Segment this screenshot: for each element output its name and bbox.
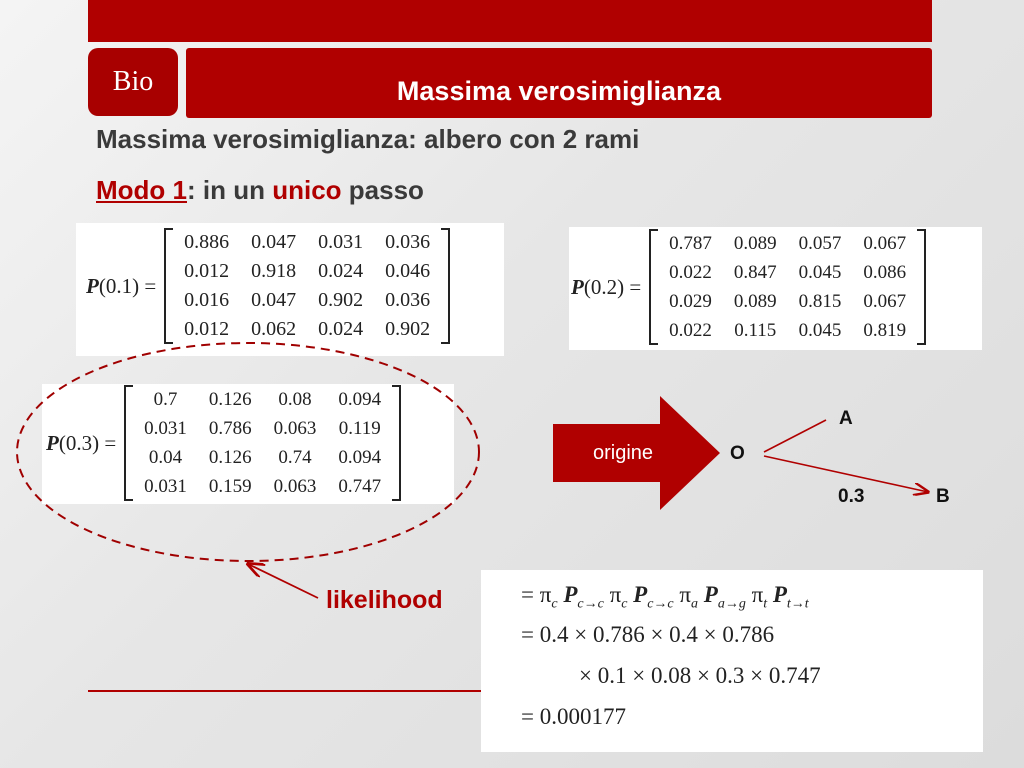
- formula-line-2: = 0.4 × 0.786 × 0.4 × 0.786: [521, 622, 775, 647]
- modo-emph: unico: [272, 175, 342, 205]
- slide-title: Massima verosimiglianza: [396, 76, 722, 106]
- highlight-ellipse: [17, 343, 479, 561]
- formula-line-3: × 0.1 × 0.08 × 0.3 × 0.747: [579, 663, 821, 688]
- formula-line-1: = $\pi_c$ $P_{c\to c}$ $\pi_c$ $P_{c\to c}$ $\pi_a$ $P_{a\to g}$ $\pi_t$ $P_{t\to t}$: [521, 582, 809, 612]
- node-a: A: [839, 408, 853, 429]
- branch-length: 0.3: [838, 486, 865, 507]
- modo-label: Modo 1: [96, 175, 187, 205]
- matrix-label: P(0.1) =: [86, 273, 157, 298]
- origine-label: origine: [592, 442, 654, 464]
- formula-box: [481, 570, 983, 752]
- matrix-label: P(0.3) =: [46, 430, 117, 455]
- matrix-table: 0.7 0.126 0.08 0.094 0.031 0.786 0.063 0.119 0.04 0.126 0.74 0.094 0.031 0.159 0.063 0.747: [144, 389, 382, 497]
- matrix-label: P(0.2) =: [571, 274, 642, 299]
- formula-line-4: = 0.000177: [521, 704, 626, 729]
- node-b: B: [936, 486, 950, 507]
- matrix-table: 0.787 0.089 0.057 0.067 0.022 0.847 0.045 0.086 0.029 0.089 0.815 0.067 0.022 0.115 0.045 0.819: [669, 233, 907, 341]
- branch-to-a: [764, 420, 826, 452]
- matrix-table: 0.886 0.047 0.031 0.036 0.012 0.918 0.024 0.046 0.016 0.047 0.902 0.036 0.012 0.062 0.024 0.902: [184, 231, 431, 340]
- likelihood-pointer: [248, 564, 318, 598]
- likelihood-label: likelihood: [326, 586, 443, 614]
- node-o: O: [730, 443, 745, 464]
- modo-tail: passo: [341, 175, 424, 205]
- modo-colon: : in un: [187, 175, 273, 205]
- heading-line-1: Massima verosimiglianza: albero con 2 rami: [96, 124, 640, 154]
- bio-logo: Bio: [88, 48, 178, 116]
